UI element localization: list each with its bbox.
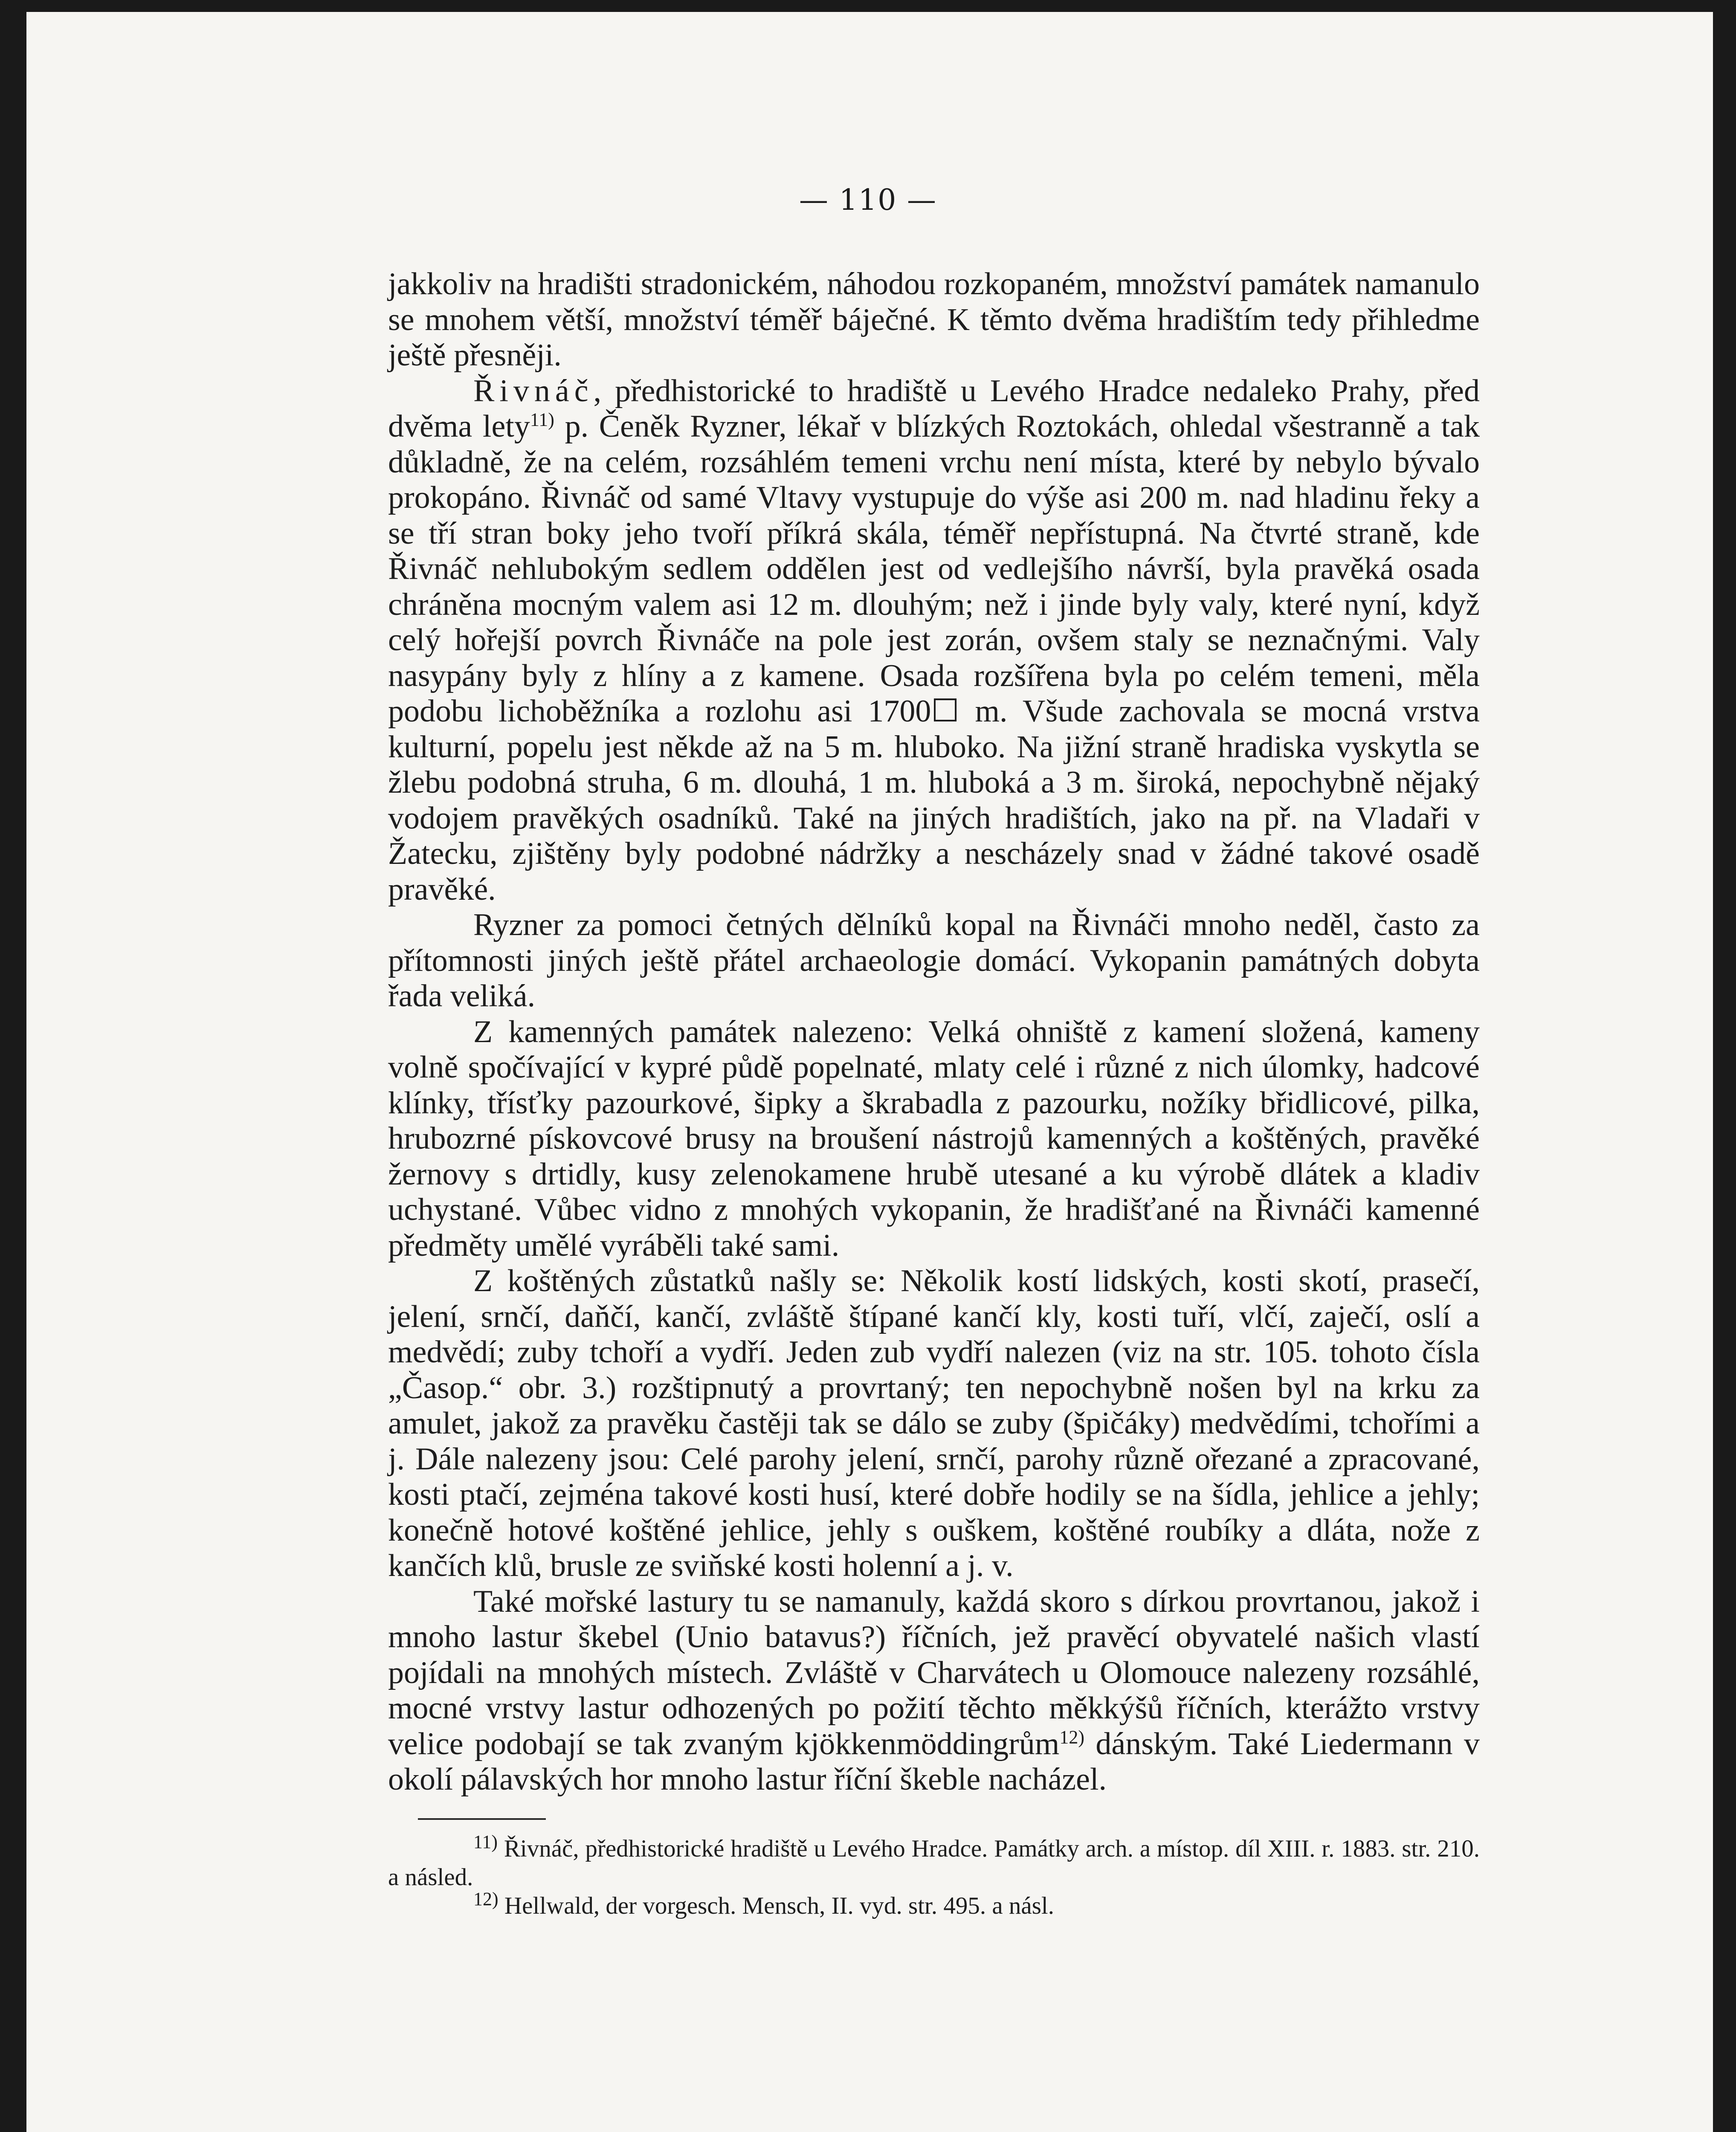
- footnote-ref-12: 12): [1059, 1726, 1085, 1747]
- footnote-marker-12: 12): [473, 1888, 498, 1909]
- paragraph-2-text-b: p. Čeněk Ryzner, lékař v blízkých Roztokách, ohledal všestranně a tak důkladně, že na celém, rozsáhlém temeni vrchu není místa, které by nebylo bývalo prokopáno. Řivnáč od samé Vltavy vystupuje do výše asi 200 m. nad hladinu řeky a se tří stran boky jeho tvoří příkrá skála, téměř nepřístupná. Na čtvrté straně, kde Řivnáč nehlubokým sedlem oddělen jest od vedlejšího návrší, byla pravěká osada chráněna mocným valem asi 12 m. dlouhým; než i jinde byly valy, které nyní, když celý hořejší povrch Řivnáče na pole jest zorán, ovšem staly se neznačnými. Valy nasypány byly z hlíny a z kamene. Osada rozšířena byla po celém temeni, měla podobu lichoběžníka a rozlohu asi 1700☐ m. Všude zachovala se mocná vrstva kulturní, popelu jest někde až na 5 m. hluboko. Na jižní straně hradiska vyskytla se žlebu podobná struha, 6 m. dlouhá, 1 m. hluboká a 3 m. široká, nepochybně nějaký vodojem pravěkých osadníků. Také na jiných hradištích, jako na př. na Vladaři v Žatecku, zjištěny byly podobné nádržky a nescházely snad v žádné takové osadě pravěké.: [388, 409, 1480, 907]
- paragraph-1: jakkoliv na hradišti stradonickém, náhodou rozkopaném, množství památek namanulo se mnohem větší, množství téměř báječné. K těmto dvěma hradištím tedy přihledme ještě přesněji.: [388, 266, 1480, 373]
- footnote-ref-11: 11): [530, 409, 554, 430]
- footnote-12-text: Hellwald, der vorgesch. Mensch, II. vyd. str. 495. a násl.: [498, 1892, 1055, 1919]
- footnote-11-text: Řivnáč, předhistorické hradiště u Levého Hradce. Památky arch. a místop. díl XIII. r. 1883. str. 210. a násled.: [388, 1835, 1480, 1891]
- paragraph-4: Z kamenných památek nalezeno: Velká ohniště z kamení složená, kameny volně spočívající v kypré půdě popelnaté, mlaty celé i různé z nich úlomky, hadcové klínky, třísťky pazourkové, šipky a škrabadla z pazourku, nožíky břidlicové, pilka, hrubozrné pískovcové brusy na broušení nástrojů kamenných a koštěných, pravěké žernovy s drtidly, kusy zelenokamene hrubě utesané a ku výrobě dlátek a kladiv uchystané. Vůbec vidno z mnohých vykopanin, že hradišťané na Řivnáči kamenné předměty umělé vyráběli také sami.: [388, 1014, 1480, 1263]
- paragraph-2: [388, 374, 1480, 908]
- paragraph-2-text-a: , předhistorické to hradiště u Levého Hradce nedaleko Prahy, před dvěma lety: [388, 373, 1480, 444]
- footnote-11: [388, 1831, 1480, 1892]
- page-number: — 110 —: [799, 183, 937, 217]
- footnote-divider: [418, 1818, 546, 1820]
- footnote-12: [388, 1888, 1480, 1920]
- paragraph-6-text-b: dánským. Také Liedermann v okolí pálavských hor mnoho lastur říční škeble nacházel.: [388, 1726, 1480, 1797]
- paragraph-6-text-a: Také mořské lastury tu se namanuly, každá skoro s dírkou provrtanou, jakož i mnoho lastur škebel (Unio batavus?) říčních, jež pravěcí obyvatelé našich vlastí pojídali na mnohých místech. Zvláště v Charvátech u Olomouce nalezeny rozsáhlé, mocné vrstvy lastur odhozených po požití těchto měkkýšů říčních, kterážto vrstvy velice podobají se tak zvaným kjökkenmöddingrům: [388, 1584, 1480, 1761]
- paragraph-5: Z koštěných zůstatků našly se: Několik kostí lidských, kosti skotí, prasečí, jelení, srnčí, daňčí, kančí, zvláště štípané kančí kly, kosti tuří, vlčí, zaječí, oslí a medvědí; zuby tchoří a vydří. Jeden zub vydří nalezen (viz na str. 105. tohoto čísla „Časop.“ obr. 3.) rozštipnutý a provrtaný; ten nepochybně nošen byl na krku za amulet, jakož za pravěku častěji tak se dálo se zuby (špičáky) medvědími, tchořími a j. Dále nalezeny jsou: Celé parohy jelení, srnčí, parohy různě ořezané a zpracované, kosti ptačí, zejména takové kosti husí, které dobře hodily se na šídla, jehlice a jehly; konečně hotové koštěné jehlice, jehly s ouškem, koštěné roubíky a dláta, nože z kančích klů, brusle ze sviňské kosti holenní a j. v.: [388, 1263, 1480, 1583]
- text-body: [388, 266, 1480, 1920]
- term-rivnac: Řivnáč: [473, 373, 594, 408]
- paragraph-6: [388, 1584, 1480, 1798]
- footnote-marker-11: 11): [473, 1831, 498, 1852]
- paragraph-3: Ryzner za pomoci četných dělníků kopal na Řivnáči mnoho neděl, často za přítomnosti jiných ještě přátel archaeologie domácí. Vykopanin památných dobyta řada veliká.: [388, 907, 1480, 1014]
